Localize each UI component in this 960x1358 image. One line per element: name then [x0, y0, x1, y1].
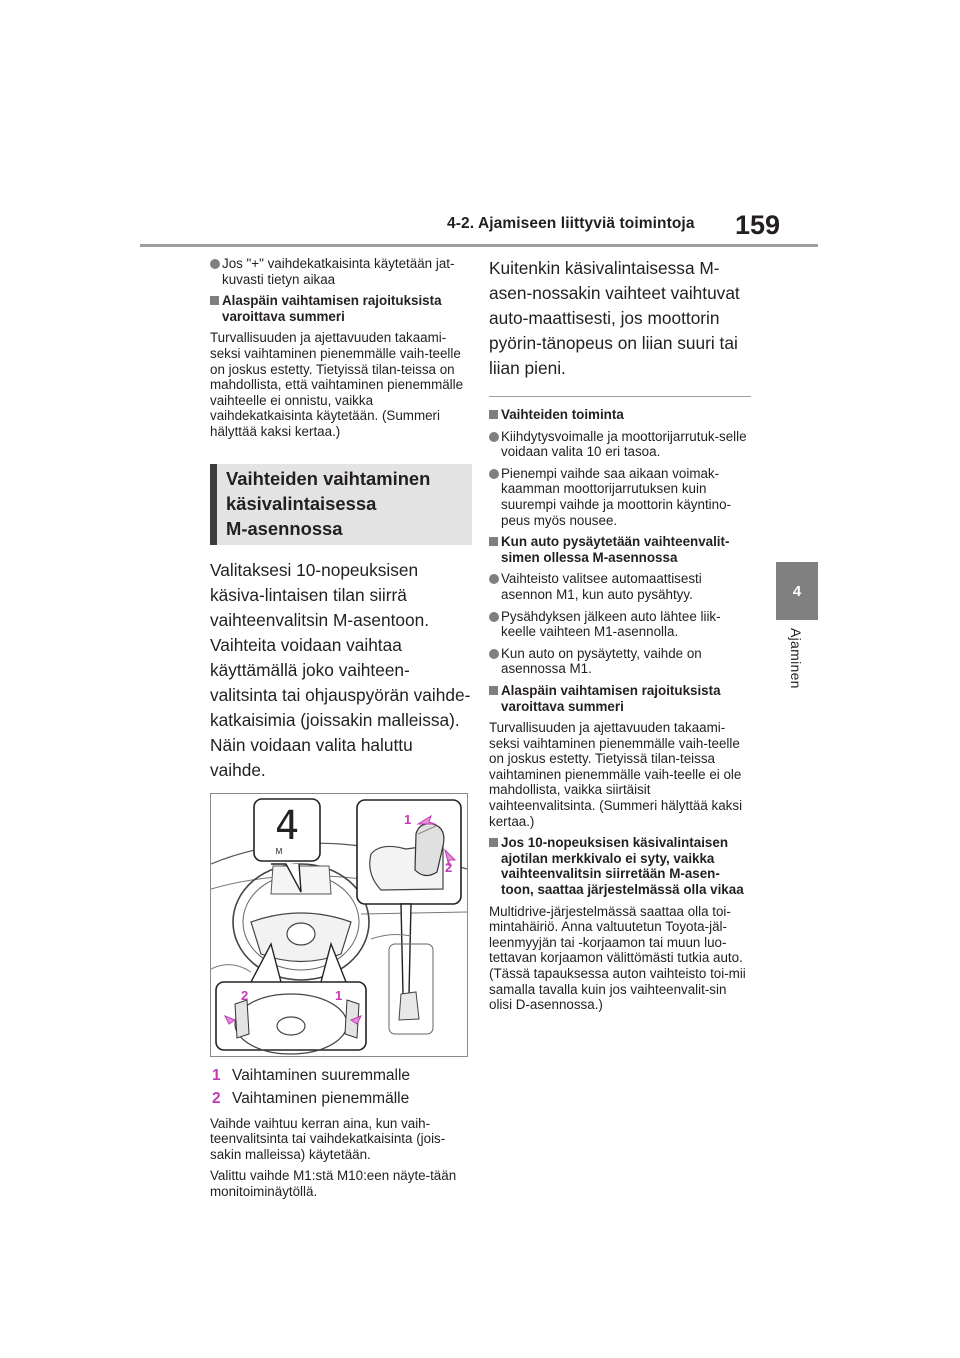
- legend-number-2: 2: [212, 1089, 221, 1107]
- lever-callout-1: 1: [404, 811, 412, 827]
- section-title-line-1: Vaihteiden vaihtaminen: [226, 467, 431, 489]
- paragraph-d-position: (Tässä tapauksessa auton vaihteisto toi-mii samalla tavalla kuin jos vaihteenvalit-sin olisi D-asennossa.): [489, 966, 746, 1013]
- subheading-stopped-in-m: Kun auto pysäytetään vaihteenvalit-simen ollessa M-asennossa: [489, 534, 751, 565]
- chapter-label-text: Ajaminen: [788, 628, 804, 689]
- paddle-callout-2: 2: [241, 987, 249, 1003]
- paragraph-multidrive-fault: Multidrive-järjestelmässä saattaa olla toi-mintahäiriö. Anna valtuutetun Toyota-jäl-leenmyyjän tai -korjaamon tai muun luo-tettavan korjaamon välittömästi tutkia auto.: [489, 903, 743, 966]
- header-rule: [140, 244, 818, 247]
- chapter-tab[interactable]: 4: [776, 562, 818, 620]
- legend-item-2: [210, 1088, 472, 1110]
- subheading-downshift-buzzer-right: Alaspäin vaihtamisen rajoituksista varoittava summeri: [489, 683, 751, 714]
- display-gear: 4: [274, 802, 300, 849]
- chapter-title: 4-2. Ajamiseen liittyviä toimintoja: [447, 215, 695, 232]
- page-number: 159: [735, 210, 781, 240]
- bullet-ten-levels: Kiihdytysvoimalle ja moottorijarrutuk-selle voidaan valita 10 eri tasoa.: [489, 429, 751, 460]
- right-column: [489, 256, 751, 1019]
- paragraph-downshift-buzzer-right: Turvallisuuden ja ajettavuuden takaami-seksi vaihtaminen pienemmälle vaih-teelle on joskus estetty. Tietyissä tilan-teissa vaihtaminen pienemmälle vaih-teelle ei ole mahdollista, vaikka siirtäisit vaihteenvalitsinta. (Summeri hälyttää kaksi kertaa.): [489, 720, 743, 829]
- section-title: [210, 464, 472, 545]
- paragraph-downshift-buzzer: Turvallisuuden ja ajettavuuden takaami-seksi vaihtaminen pienemmälle vaih-teelle on joskus estetty. Tietyissä tilan-teissa on mahdollista, että vaihtaminen pienemmälle vaihteelle ei onnistu, vaikka vaihdekatkaisinta käytetään. (Summeri hälyttää kaksi kertaa.): [210, 330, 464, 439]
- chapter-label: [786, 628, 806, 698]
- legend-text-1: Vaihtaminen suuremmalle: [232, 1066, 411, 1084]
- right-divider: [489, 396, 751, 397]
- bullet-auto-m1: Vaihteisto valitsee automaattisesti asennon M1, kun auto pysähtyy.: [489, 571, 751, 602]
- subheading-indicator-fault: Jos 10-nopeuksisen käsivalintaisen ajotilan merkkivalo ei syty, vaikka vaihteenvalitsin siirretään M-asen-toon, saattaa järjestelmässä olla vikaa: [489, 835, 751, 897]
- bullet-start-m1: Pysähdyksen jälkeen auto lähtee liik-keelle vaihteen M1-asennolla.: [489, 609, 751, 640]
- section-title-line-2: käsivalintaisessa: [226, 492, 377, 514]
- bullet-repeated-plus: Jos "+" vaihdekatkaisinta käytetään jat-kuvasti tietyn aikaa: [210, 256, 472, 287]
- section-intro: Valitaksesi 10-nopeuksisen käsiva-lintaisen tilan siirrä vaihteenvalitsin M-asentoon. Vaihteita voidaan vaihtaa käyttämällä joko vaihteen-valitsinta tai ohjauspyörän vaihde-katkaisimia (joissakin malleissa). Näin voidaan valita haluttu vaihde.: [210, 559, 471, 780]
- bullet-stopped-m1: Kun auto on pysäytetty, vaihde on asennossa M1.: [489, 646, 751, 677]
- legend-text-2: Vaihtaminen pienemmälle: [232, 1089, 410, 1107]
- subheading-gear-function: Vaihteiden toiminta: [489, 407, 751, 423]
- right-intro: Kuitenkin käsivalintaisessa M-asen-nossakin vaihteet vaihtuvat auto-maattisesti, jos moottorin pyörin-tänopeus on liian suuri tai liian pieni.: [489, 258, 740, 378]
- paragraph-gear-display: Valittu vaihde M1:stä M10:een näyte-tään monitoiminäytöllä.: [210, 1168, 457, 1199]
- subheading-downshift-buzzer: Alaspäin vaihtamisen rajoituksista varoittava summeri: [210, 293, 472, 324]
- lever-callout-2: 2: [445, 859, 453, 875]
- legend-number-1: 1: [212, 1066, 221, 1084]
- shift-illustration: [210, 793, 468, 1057]
- left-column: [210, 256, 472, 1206]
- paddle-callout-1: 1: [335, 987, 343, 1003]
- display-mode: M: [275, 846, 283, 856]
- bullet-lower-gear: Pienempi vaihde saa aikaan voimak-kaamman moottorijarrutuksen kuin suurempi vaihde ja moottorin käyntino-peus myös nousee.: [489, 466, 751, 528]
- paragraph-shift-once: Vaihde vaihtuu kerran aina, kun vaih-teenvalitsinta tai vaihdekatkaisinta (jois-sakin malleissa) käytetään.: [210, 1115, 446, 1162]
- section-title-line-3: M-asennossa: [226, 517, 343, 539]
- legend-item-1: [210, 1065, 472, 1087]
